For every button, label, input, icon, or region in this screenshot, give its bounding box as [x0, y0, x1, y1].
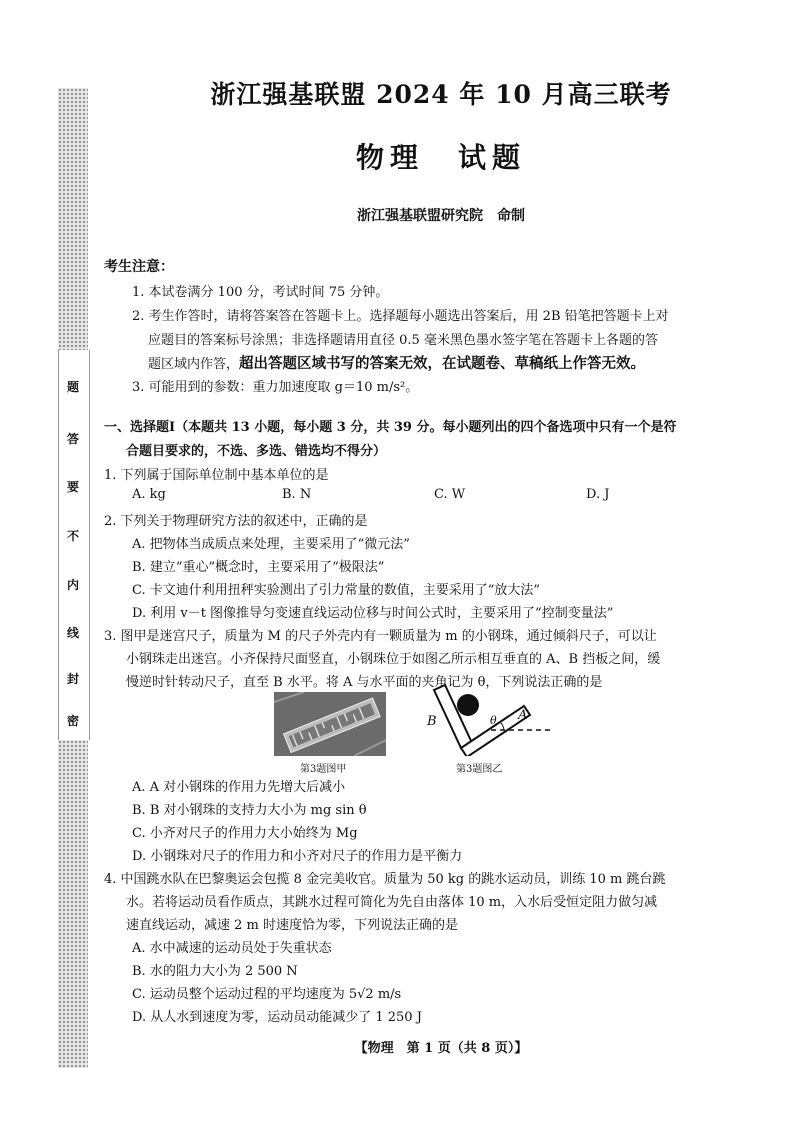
q3-stem-cont: 慢逆时针转动尺子，直至 B 水平。将 A 与水平面的夹角记为 θ，下列说法正确的是 [126, 675, 603, 690]
q1-stem: 1. 下列属于国际单位制中基本单位的是 [104, 468, 329, 483]
q3-stem-cont: 小钢珠走出迷宫。小齐保持尺面竖直，小钢珠位于如图乙所示相互垂直的 A、B 挡板之间，缓 [126, 652, 661, 667]
notice-item: 1. 本试卷满分 100 分，考试时间 75 分钟。 [132, 285, 389, 300]
q1-option-c: C. W [434, 487, 466, 502]
margin-char: 题 [66, 380, 79, 394]
q1-option-d: D. J [586, 487, 610, 502]
q3-stem: 3. 图甲是迷宫尺子，质量为 M 的尺子外壳内有一颗质量为 m 的小钢珠，通过倾斜尺子，可以让 [104, 629, 657, 644]
q3-label-theta: θ [490, 714, 497, 727]
q2-option-d: D. 利用 v－t 图像推导匀变速直线运动位移与时间公式时，主要采用了“控制变量法” [132, 606, 614, 621]
page-footer: 【物理 第 1 页（共 8 页）】 [354, 1041, 528, 1056]
steel-ball [457, 694, 479, 716]
q3-figure-b-caption: 第3题图乙 [456, 764, 503, 775]
margin-char: 内 [66, 578, 79, 592]
notice-item-line [148, 352, 645, 373]
q1-option-b: B. N [282, 487, 312, 502]
q3-figure-a-caption: 第3题图甲 [300, 764, 347, 775]
q3-option-d: D. 小钢珠对尺子的作用力和小齐对尺子的作用力是平衡力 [132, 849, 463, 864]
q2-option-c: C. 卡文迪什利用扭秤实验测出了引力常量的数值，主要采用了“放大法” [132, 583, 541, 598]
q4-option-a: A. 水中减速的运动员处于失重状态 [132, 941, 332, 956]
organizer: 浙江强基联盟研究院 命制 [357, 208, 525, 224]
notice-warning: 超出答题区域书写的答案无效，在试题卷、草稿纸上作答无效。 [239, 355, 646, 372]
q4-option-c: C. 运动员整个运动过程的平均速度为 5√2 m/s [132, 987, 402, 1002]
margin-char: 要 [66, 480, 79, 494]
q4-stem-cont: 水。若将运动员看作质点，其跳水过程可简化为先自由落体 10 m，入水后受恒定阻力做匀减 [126, 895, 658, 910]
notice-item: 3. 可能用到的参数：重力加速度取 g＝10 m/s²。 [132, 380, 419, 395]
subject-title: 物理 试题 [355, 141, 526, 174]
section-heading: 一、选择题Ⅰ（本题共 13 小题，每小题 3 分，共 39 分。每小题列出的四个备选项中只有一个是符 [104, 420, 677, 435]
section-heading-cont: 合题目要求的，不选、多选、错选均不得分） [126, 444, 387, 459]
q3-option-b: B. B 对小钢珠的支持力大小为 mg sin θ [132, 803, 367, 818]
q1-options [132, 487, 726, 502]
notice-heading: 考生注意： [104, 259, 174, 275]
q2-stem: 2. 下列关于物理研究方法的叙述中，正确的是 [104, 514, 368, 529]
notice-item: 应题目的答案标号涂黑；非选择题请用直径 0.5 毫米黑色墨水签字笔在答题卡上各题的答 [148, 333, 658, 348]
notice-item-part: 题区域内作答， [148, 357, 240, 372]
margin-char: 密 [66, 714, 79, 728]
q3-option-a: A. A 对小钢珠的作用力先增大后减小 [132, 780, 346, 795]
q3-option-c: C. 小齐对尺子的作用力大小始终为 Mg [132, 826, 358, 841]
q3-label-b: B [427, 714, 437, 729]
margin-char: 封 [66, 672, 79, 686]
q4-option-b: B. 水的阻力大小为 2 500 N [132, 964, 298, 979]
q4-stem-cont: 速直线运动，减速 2 m 时速度恰为零，下列说法正确的是 [126, 918, 458, 933]
q3-figure-a-photo [274, 692, 386, 756]
notice-item: 2. 考生作答时，请将答案答在答题卡上。选择题每小题选出答案后，用 2B 铅笔把答题卡上对 [132, 309, 669, 324]
margin-char: 线 [66, 626, 79, 640]
margin-char: 不 [66, 529, 79, 543]
q2-option-a: A. 把物体当成质点来处理，主要采用了“微元法” [132, 537, 410, 552]
q1-option-a: A. kg [132, 487, 166, 502]
margin-char: 答 [66, 432, 79, 446]
q2-option-b: B. 建立“重心”概念时，主要采用了“极限法” [132, 560, 385, 575]
q4-stem: 4. 中国跳水队在巴黎奥运会包揽 8 金完美收官。质量为 50 kg 的跳水运动员，训练 10 m 跳台跳 [104, 872, 666, 887]
q3-label-a: A [518, 708, 528, 723]
q4-option-d: D. 从人水到速度为零，运动员动能减少了 1 250 J [132, 1010, 422, 1025]
exam-title: 浙江强基联盟 2024 年 10 月高三联考 [210, 80, 672, 109]
